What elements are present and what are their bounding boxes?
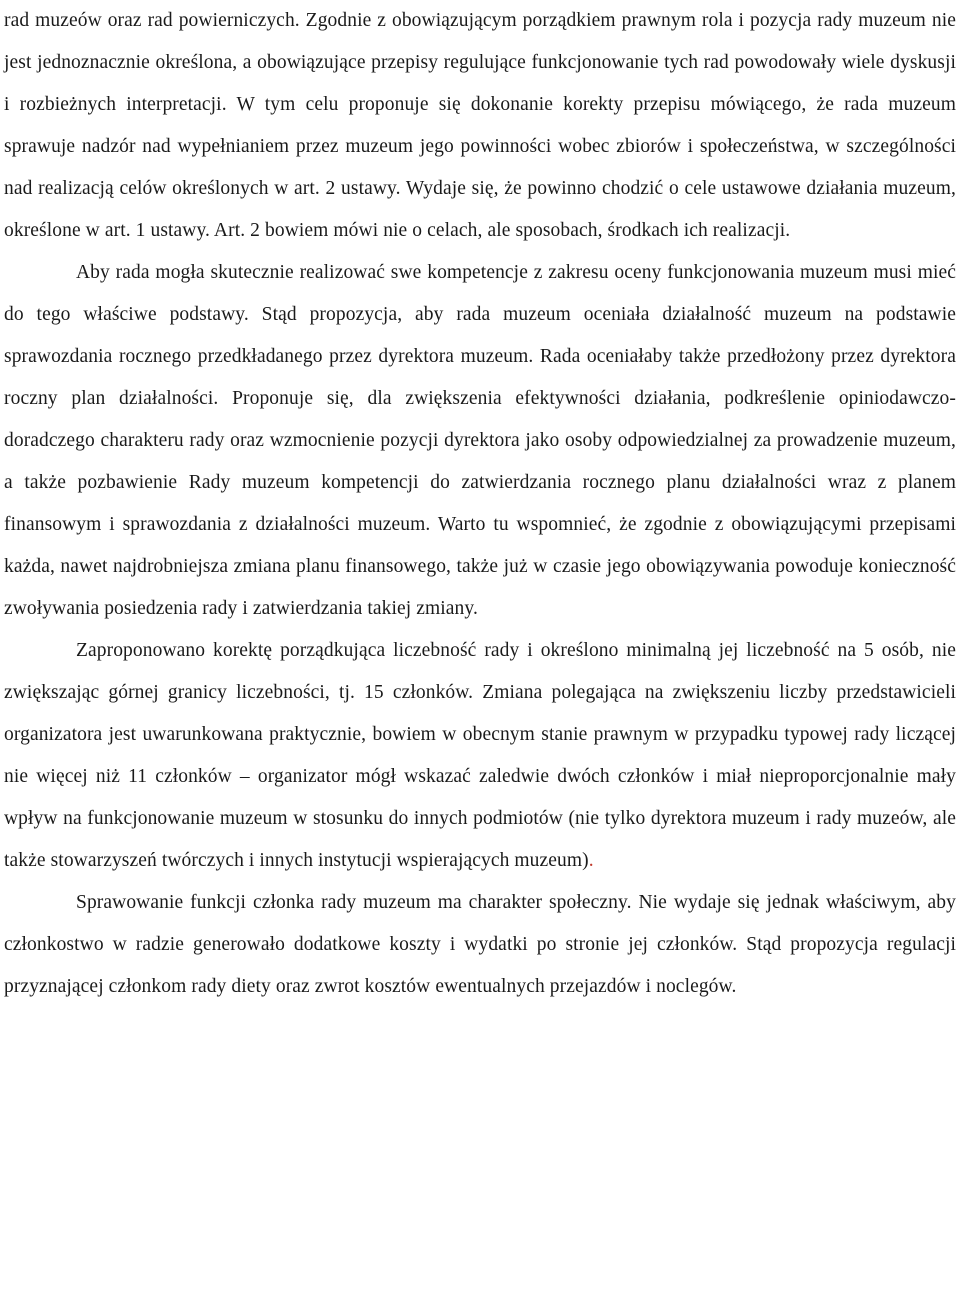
paragraph-3-text: Zaproponowano korektę porządkująca liczebność rady i określono minimalną jej liczebność na 5 osób, nie zwiększając górnej granicy liczebności, tj. 15 członków. Zmiana polegająca na zwiększeniu liczby przedstawicieli organizatora jest uwarunkowana praktycznie, bowiem w obecnym stanie prawnym w przypadku typowej rady liczącej nie więcej niż 11 członków – organizator mógł wskazać zaledwie dwóch członków i miał nieproporcjonalnie mały wpływ na funkcjonowanie muzeum w stosunku do innych podmiotów (nie tylko dyrektora muzeum i rady muzeów, ale także stowarzyszeń twórczych i innych instytucji wspierających muzeum) <box>4 640 956 871</box>
paragraph-2 <box>4 252 956 630</box>
paragraph-4-text: Sprawowanie funkcji członka rady muzeum ma charakter społeczny. Nie wydaje się jednak właściwym, aby członkostwo w radzie generowało dodatkowe koszty i wydatki po stronie jej członków. Stąd propozycja regulacji przyznającej członkom rady diety oraz zwrot kosztów ewentualnych przejazdów i noclegów. <box>4 892 956 997</box>
paragraph-3 <box>4 630 956 882</box>
paragraph-2-text: Aby rada mogła skutecznie realizować swe kompetencje z zakresu oceny funkcjonowania muzeum musi mieć do tego właściwe podstawy. Stąd propozycja, aby rada muzeum oceniała działalność muzeum na podstawie sprawozdania rocznego przedkładanego przez dyrektora muzeum. Rada oceniałaby także przedłożony przez dyrektora roczny plan działalności. Proponuje się, dla zwiększenia efektywności działania, podkreślenie opiniodawczo-doradczego charakteru rady oraz wzmocnienie pozycji dyrektora jako osoby odpowiedzialnej za prowadzenie muzeum, a także pozbawienie Rady muzeum kompetencji do zatwierdzania rocznego planu działalności wraz z planem finansowym i sprawozdania z działalności muzeum. Warto tu wspomnieć, że zgodnie z obowiązującymi przepisami każda, nawet najdrobniejsza zmiana planu finansowego, także już w czasie jego obowiązywania powoduje konieczność zwoływania posiedzenia rady i zatwierdzania takiej zmiany. <box>4 262 956 619</box>
paragraph-4 <box>4 882 956 1008</box>
paragraph-1-text: rad muzeów oraz rad powierniczych. Zgodnie z obowiązującym porządkiem prawnym rola i pozycja rady muzeum nie jest jednoznacznie określona, a obowiązujące przepisy regulujące funkcjonowanie tych rad powodowały wiele dyskusji i rozbieżnych interpretacji. W tym celu proponuje się dokonanie korekty przepisu mówiącego, że rada muzeum sprawuje nadzór nad wypełnianiem przez muzeum jego powinności wobec zbiorów i społeczeństwa, w szczególności nad realizacją celów określonych w art. 2 ustawy. Wydaje się, że powinno chodzić o cele ustawowe działania muzeum, określone w art. 1 ustawy. Art. 2 bowiem mówi nie o celach, ale sposobach, środkach ich realizacji. <box>4 10 956 241</box>
paragraph-3-trailing-mark: . <box>588 850 594 871</box>
document-page <box>4 0 956 1008</box>
paragraph-1 <box>4 0 956 252</box>
